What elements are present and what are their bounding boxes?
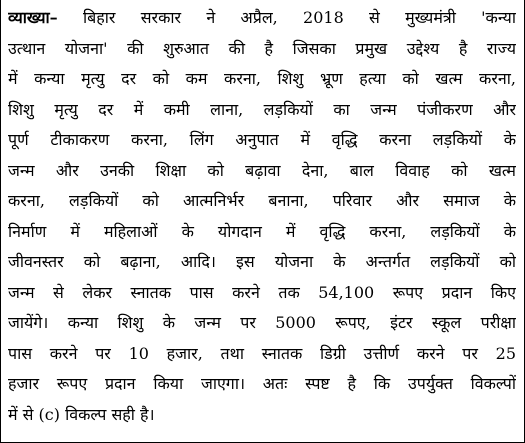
text-line-7: करना, लड़कियों को आत्मनिर्भर बनाना, परिवार और समाज के <box>8 191 516 210</box>
text-line-1-body: बिहार सरकार ने अप्रैल, 2018 से मुख्यमंत्री 'कन्या <box>82 8 516 27</box>
explanation-label: व्याख्या– <box>8 8 58 27</box>
text-line-11: जायेंगे। कन्या शिशु के जन्म पर 5000 रूपए, इंटर स्कूल परीक्षा <box>8 313 516 332</box>
text-line-9: जीवनस्तर को बढ़ाना, आदि। इस योजना के अन्तर्गत लड़कियों को <box>8 252 516 271</box>
text-line-6: जन्म और उनकी शिक्षा को बढ़ावा देना, बाल विवाह को खत्म <box>8 160 516 180</box>
text-line-13: हजार रूपए प्रदान किया जाएगा। अतः स्पष्ट है कि उपर्युक्त विकल्पों <box>8 374 516 393</box>
text-line-14: में से (c) विकल्प सही है। <box>8 404 155 424</box>
text-line-2: उत्थान योजना' की शुरुआत की है जिसका प्रमुख उद्देश्य है राज्य <box>8 38 516 58</box>
text-line-8: निर्माण में महिलाओं के योगदान में वृद्धि करना, लड़कियों के <box>8 221 516 241</box>
text-line-12: पास करने पर 10 हजार, तथा स्नातक डिग्री उत्तीर्ण करने पर 25 <box>8 343 516 363</box>
text-line-10: जन्म से लेकर स्नातक पास करने तक 54,100 रूपए प्रदान किए <box>8 282 516 302</box>
text-line-1 <box>8 3 516 34</box>
text-line-5: पूर्ण टीकाकरण करना, लिंग अनुपात में वृद्धि करना लड़कियों के <box>8 130 516 149</box>
text-line-4: शिशु मृत्यु दर में कमी लाना, लड़कियों का जन्म पंजीकरण और <box>8 99 516 119</box>
text-line-3: में कन्या मृत्यु दर को कम करना, शिशु भ्रूण हत्या को खत्म करना, <box>8 69 516 88</box>
